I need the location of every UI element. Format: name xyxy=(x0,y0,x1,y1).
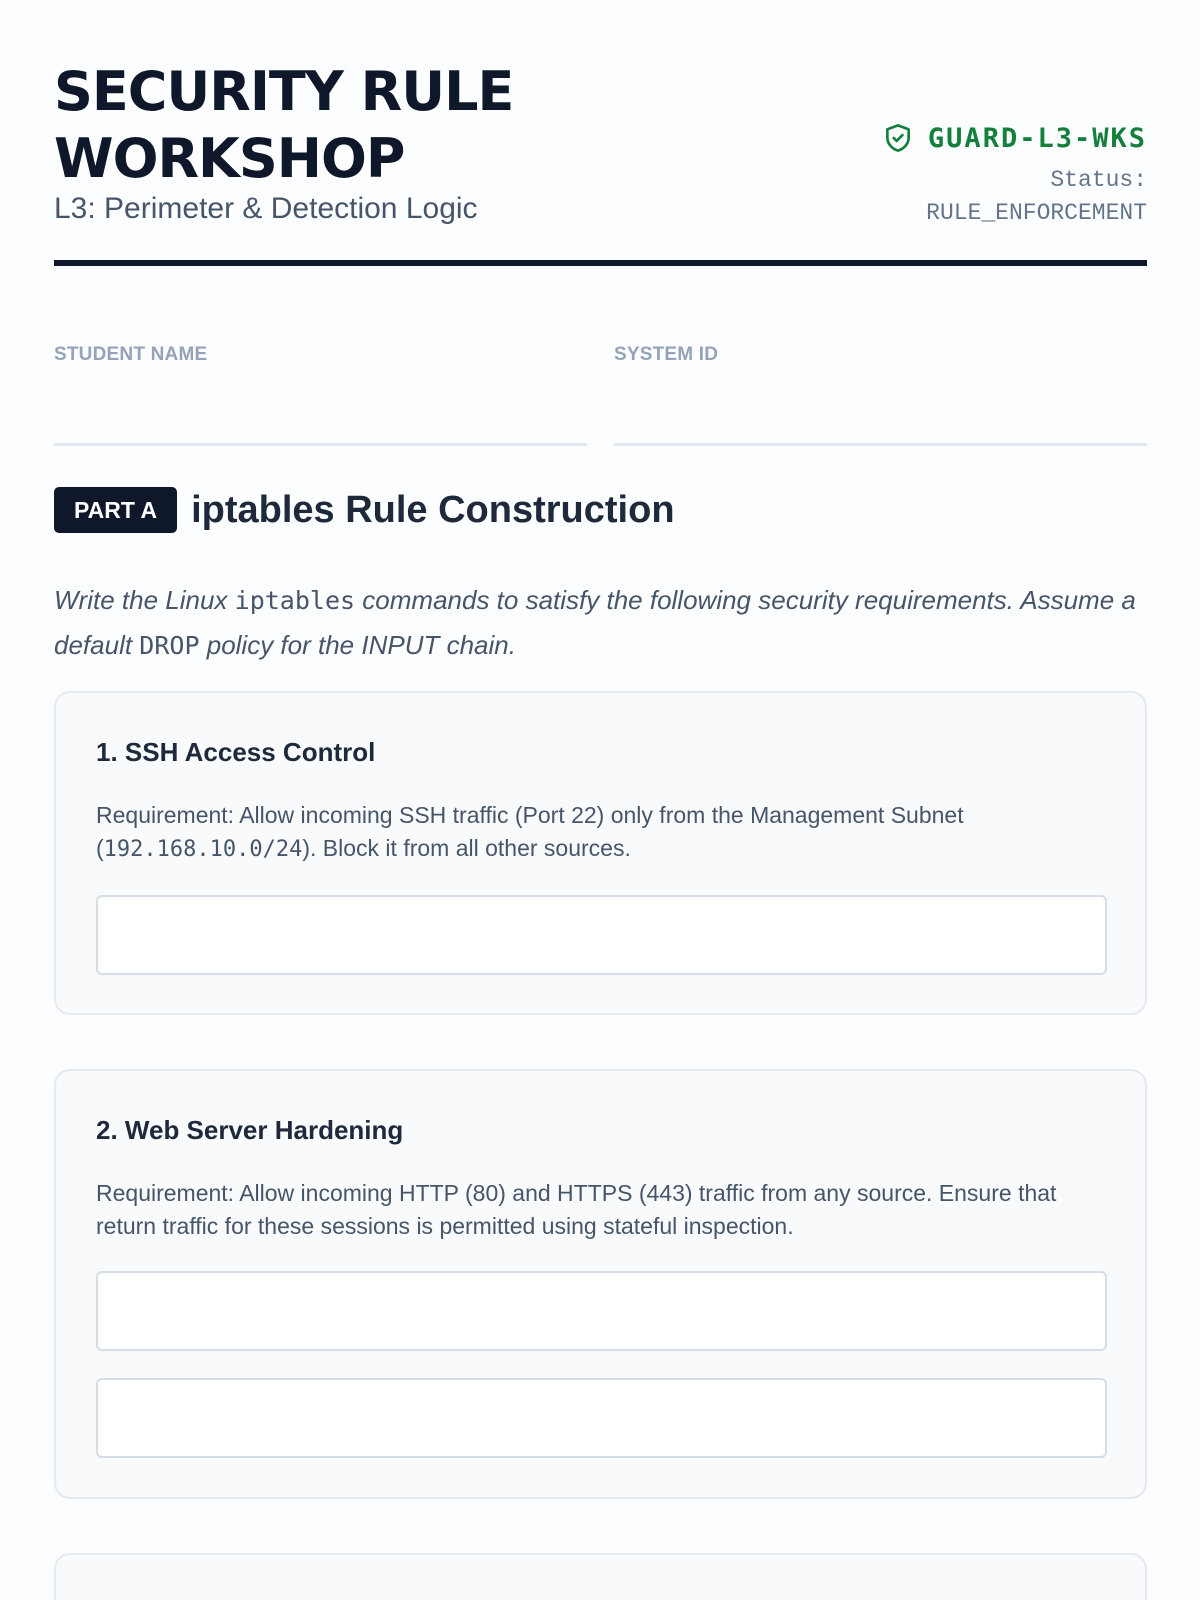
answer-input[interactable] xyxy=(96,1378,1107,1458)
question-card-ssh xyxy=(54,691,1147,1015)
status-block xyxy=(882,164,1147,230)
status-label: Status: xyxy=(1050,167,1147,193)
part-tag: PART A xyxy=(54,487,177,533)
part-title: iptables Rule Construction xyxy=(191,488,675,531)
shield-check-icon xyxy=(882,122,914,154)
requirement-text-2: ). Block it from all other sources. xyxy=(302,835,631,861)
system-id-field-group xyxy=(614,344,1147,446)
badge-label: GUARD-L3-WKS xyxy=(927,122,1147,154)
question-card-next xyxy=(54,1553,1147,1600)
status-value: RULE_ENFORCEMENT xyxy=(926,200,1147,226)
system-id-input[interactable] xyxy=(614,412,1147,446)
worksheet-header xyxy=(54,54,1147,266)
header-meta xyxy=(882,120,1147,230)
guard-badge xyxy=(882,120,1147,156)
page-title: SECURITY RULE WORKSHOP xyxy=(54,60,514,190)
student-name-field-group xyxy=(54,344,587,446)
requirement-text-1: Requirement: Allow incoming SSH traffic (Port 22) only from the Management Subnet ( xyxy=(96,802,964,861)
page-subtitle: L3: Perimeter & Detection Logic xyxy=(54,192,478,225)
intro-text-3: policy for the INPUT chain. xyxy=(199,630,516,660)
worksheet-page xyxy=(54,0,1147,1600)
answer-input[interactable] xyxy=(96,895,1107,975)
question-title: 2. Web Server Hardening xyxy=(96,1115,404,1145)
student-name-label: STUDENT NAME xyxy=(54,344,208,365)
intro-code-iptables: iptables xyxy=(234,586,356,615)
part-a-heading xyxy=(54,487,675,533)
system-id-label: SYSTEM ID xyxy=(614,344,719,365)
requirement-code-subnet: 192.168.10.0/24 xyxy=(103,837,303,862)
intro-text-2: commands to satisfy the following security requirements. Assume a default xyxy=(54,585,1136,660)
answer-input[interactable] xyxy=(96,1271,1107,1351)
part-instructions xyxy=(54,578,1147,668)
question-requirement xyxy=(96,799,1096,866)
intro-text-1: Write the Linux xyxy=(54,585,235,615)
question-card-web xyxy=(54,1069,1147,1499)
question-requirement: Requirement: Allow incoming HTTP (80) and HTTPS (443) traffic from any source. Ensure that return traffic for these sessions is permitted using stateful inspection. xyxy=(96,1180,1057,1239)
student-name-input[interactable] xyxy=(54,412,587,446)
intro-code-drop: DROP xyxy=(139,631,200,660)
question-title: 1. SSH Access Control xyxy=(96,737,376,767)
